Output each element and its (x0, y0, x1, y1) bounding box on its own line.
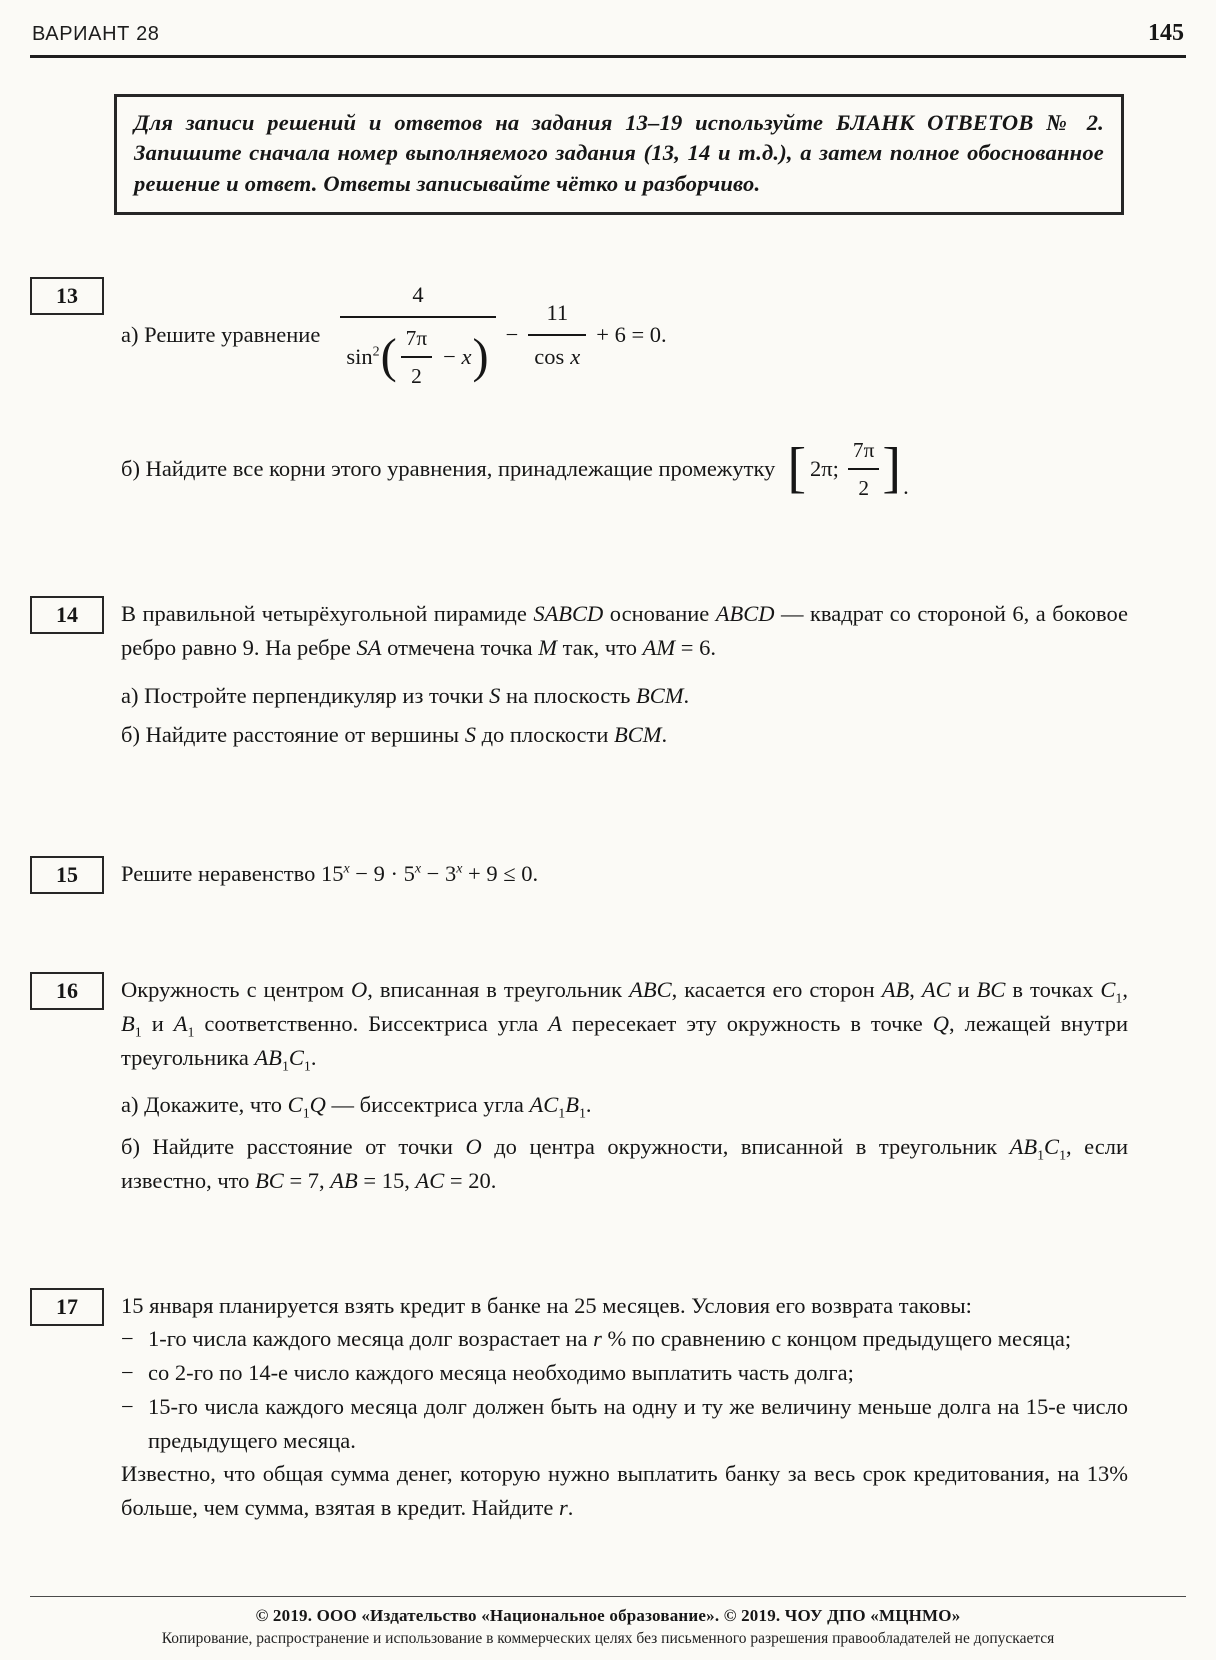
interval-notation (787, 434, 908, 504)
inner-fraction-numerator: 7π (401, 322, 432, 358)
task-16-part-a: а) Докажите, что $C_1Q$ — биссектриса угла $AC_1B_1$. (121, 1092, 592, 1122)
condition-item-2 (121, 1356, 1128, 1390)
fraction-2-numerator: 11 (528, 296, 586, 336)
task-15-body (121, 856, 1128, 891)
task-13-body (121, 277, 1128, 504)
condition-text-3: 15-го числа каждого месяца долг должен быть на одну и ту же величину меньше долга на 15-е число предыдущего месяца. (148, 1393, 1128, 1453)
interval-fraction-numerator: 7π (848, 434, 879, 470)
legal-notice: Копирование, распространение и использование в коммерческих целях без письменного разрешения правообладателей не допускается (161, 1630, 1055, 1647)
fraction-1 (340, 278, 495, 392)
interval-fraction-denominator: 2 (858, 476, 869, 501)
minus-x: − x (443, 344, 472, 370)
condition-item-3 (121, 1390, 1128, 1458)
right-paren: ) (472, 330, 489, 384)
condition-text-1: 1-го числа каждого месяца долг возрастает на r % по сравнению с концом предыдущего месяца; (148, 1326, 1072, 1352)
task-13-part-b (121, 434, 1128, 504)
task-14-part-b: б) Найдите расстояние от вершины S до плоскости BCM. (121, 722, 668, 748)
left-paren: ( (380, 330, 397, 384)
task-13 (30, 277, 1186, 504)
task-14-body (121, 596, 1128, 752)
task-17-intro: 15 января планируется взять кредит в банке на 25 месяцев. Условия его возврата таковы: (121, 1292, 972, 1318)
task-15-statement: Решите неравенство $15^x - 9 \cdot 5^x - 3^x + 9 \le 0$. (121, 861, 539, 887)
instruction-box (114, 94, 1124, 215)
fraction-1-numerator: 4 (340, 278, 495, 318)
dash-marker: − (121, 1393, 134, 1419)
condition-text-2: со 2-го по 14-е число каждого месяца необходимо выплатить часть долга; (148, 1360, 854, 1386)
task-16-part-b: б) Найдите расстояние от точки O до центра окружности, вписанной в треугольник $AB_1C_1$, если известно, что BC = 7, AB = 15, AC = 20. (121, 1134, 1128, 1193)
dash-marker: − (121, 1360, 134, 1386)
condition-item-1 (121, 1322, 1128, 1356)
dash-marker: − (121, 1326, 134, 1352)
fraction-2-denominator (528, 336, 586, 374)
task-13-number-box: 13 (30, 277, 104, 315)
page-header (30, 20, 1186, 47)
sin-squared: $\sin^2$ (346, 344, 380, 370)
task-17-body (121, 1288, 1128, 1525)
variant-label: ВАРИАНТ 28 (32, 23, 160, 45)
fraction-2 (528, 296, 586, 374)
sentence-period: . (903, 474, 909, 500)
part-b-text: б) Найдите все корни этого уравнения, принадлежащие промежутку (121, 456, 776, 482)
task-14-part-a: а) Постройте перпендикуляр из точки S на плоскость BCM. (121, 682, 690, 708)
task-14-statement: В правильной четырёхугольной пирамиде SABCD основание ABCD — квадрат со стороной 6, а боковое ребро равно 9. На ребре SA отмечена точка M так, что AM = 6. (121, 601, 1128, 660)
left-bracket: [ (787, 437, 807, 500)
header-rule (30, 55, 1186, 58)
interval-left-endpoint: 2π; (810, 456, 839, 482)
instruction-text: Для записи решений и ответов на задания 13–19 используйте БЛАНК ОТВЕТОВ № 2. Запишите сначала номер выполняемого задания (13, 14 и т.д.), а затем полное обоснованное решение и ответ. Ответы записывайте чётко и разборчиво. (134, 110, 1104, 196)
page-number: 145 (1148, 20, 1184, 46)
equation-tail: + 6 = 0. (596, 322, 667, 348)
task-16-statement: Окружность с центром O, вписанная в треугольник ABC, касается его сторон AB, AC и BC в точках $C_1$, $B_1$ и $A_1$ соответственно. Биссектриса угла A пересекает эту окружность в точке Q, лежащей внутри треугольника $AB_1C_1$. (121, 977, 1129, 1075)
interval-fraction (848, 434, 879, 504)
task-17-outro: Известно, что общая сумма денег, которую нужно выплатить банку за весь срок кредитования, на 13% больше, чем сумма, взятая в кредит. Найдите r. (121, 1461, 1128, 1521)
inner-fraction-denominator: 2 (411, 363, 422, 388)
cos-x: cos x (534, 344, 581, 370)
copyright-line: © 2019. ООО «Издательство «Национальное образование». © 2019. ЧОУ ДПО «МЦНМО» (255, 1606, 961, 1625)
minus-operator: − (505, 322, 519, 348)
task-16-body (121, 972, 1128, 1198)
task-13-part-a (121, 278, 1128, 392)
task-16-number-box: 16 (30, 972, 104, 1010)
right-bracket: ] (882, 437, 902, 500)
task-16 (30, 972, 1186, 1198)
part-a-label: а) Решите уравнение (121, 322, 321, 348)
task-17 (30, 1288, 1186, 1525)
task-14-number-box: 14 (30, 596, 104, 634)
fraction-1-denominator (340, 318, 495, 392)
task-15-number-box: 15 (30, 856, 104, 894)
task-14 (30, 596, 1186, 752)
page-footer (30, 1596, 1186, 1648)
task-15 (30, 856, 1186, 894)
task-17-number-box: 17 (30, 1288, 104, 1326)
inner-fraction (401, 322, 432, 392)
